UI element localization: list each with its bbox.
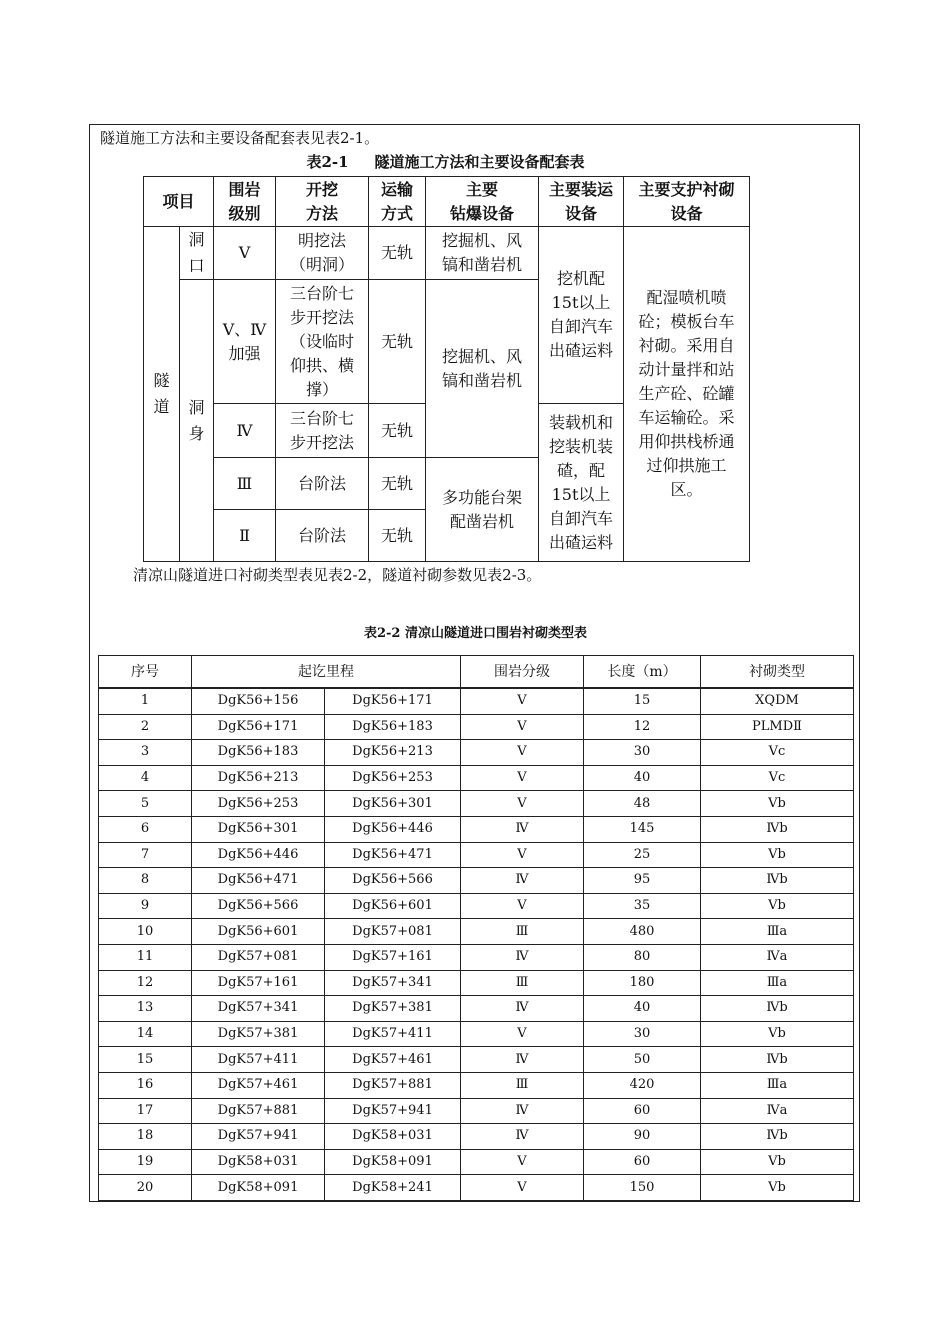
table-row <box>99 842 854 868</box>
equipment-table <box>143 176 750 562</box>
length-value: 60 <box>584 1098 701 1124</box>
rock-grade: Ⅳ <box>461 868 584 894</box>
header-rock-grade: 围岩分级 <box>461 656 584 689</box>
start-mileage: DgK56+566 <box>192 893 325 919</box>
body-label: 洞 身 <box>180 280 214 562</box>
length-value: 25 <box>584 842 701 868</box>
start-mileage: DgK57+411 <box>192 1047 325 1073</box>
start-mileage: DgK57+941 <box>192 1124 325 1150</box>
rock-class-cell: Ⅳ <box>214 404 276 458</box>
start-mileage: DgK57+161 <box>192 970 325 996</box>
table-row <box>99 919 854 945</box>
row-index: 9 <box>99 893 192 919</box>
table-row <box>99 1124 854 1150</box>
lining-type: Ⅳb <box>701 816 854 842</box>
header-transport: 运输 方式 <box>369 177 426 227</box>
table-row <box>99 996 854 1022</box>
end-mileage: DgK57+381 <box>325 996 461 1022</box>
table1-number: 表2-1 <box>306 153 349 171</box>
row-index: 15 <box>99 1047 192 1073</box>
length-value: 30 <box>584 740 701 766</box>
length-value: 80 <box>584 944 701 970</box>
start-mileage: DgK56+446 <box>192 842 325 868</box>
lining-type: Ⅴb <box>701 791 854 817</box>
row-index: 17 <box>99 1098 192 1124</box>
table-row <box>99 1149 854 1175</box>
lining-type: Ⅲa <box>701 970 854 996</box>
transport-cell: 无轨 <box>369 510 426 562</box>
table1-title-text: 隧道施工方法和主要设备配套表 <box>374 153 585 171</box>
table-row <box>99 1175 854 1201</box>
header-loading-equipment: 主要装运 设备 <box>539 177 624 227</box>
lining-type: Ⅴc <box>701 740 854 766</box>
table-row <box>99 868 854 894</box>
method-cell: 明挖法 （明洞） <box>276 227 369 280</box>
rock-class-cell: Ⅴ、Ⅳ 加强 <box>214 280 276 404</box>
end-mileage: DgK58+031 <box>325 1124 461 1150</box>
header-index: 序号 <box>99 656 192 689</box>
rock-grade: Ⅴ <box>461 1149 584 1175</box>
table-row <box>99 970 854 996</box>
length-value: 50 <box>584 1047 701 1073</box>
rock-grade: Ⅲ <box>461 1072 584 1098</box>
rock-grade: Ⅴ <box>461 714 584 740</box>
end-mileage: DgK58+091 <box>325 1149 461 1175</box>
start-mileage: DgK57+081 <box>192 944 325 970</box>
row-index: 3 <box>99 740 192 766</box>
rock-grade: Ⅴ <box>461 688 584 714</box>
start-mileage: DgK56+601 <box>192 919 325 945</box>
lining-type: PLMDⅡ <box>701 714 854 740</box>
table-row <box>99 944 854 970</box>
start-mileage: DgK57+461 <box>192 1072 325 1098</box>
lining-type: Ⅴb <box>701 842 854 868</box>
rock-class-cell: Ⅴ <box>214 227 276 280</box>
rock-grade: Ⅴ <box>461 893 584 919</box>
table-row <box>99 1021 854 1047</box>
lining-type: Ⅳb <box>701 868 854 894</box>
length-value: 145 <box>584 816 701 842</box>
start-mileage: DgK56+171 <box>192 714 325 740</box>
header-lining-type: 衬砌类型 <box>701 656 854 689</box>
length-value: 48 <box>584 791 701 817</box>
table-row <box>99 688 854 714</box>
start-mileage: DgK56+213 <box>192 765 325 791</box>
method-cell: 三台阶七 步开挖法 <box>276 404 369 458</box>
row-index: 16 <box>99 1072 192 1098</box>
start-mileage: DgK57+381 <box>192 1021 325 1047</box>
length-value: 15 <box>584 688 701 714</box>
length-value: 30 <box>584 1021 701 1047</box>
start-mileage: DgK56+156 <box>192 688 325 714</box>
method-cell: 台阶法 <box>276 458 369 510</box>
lining-table <box>98 655 854 1202</box>
row-index: 6 <box>99 816 192 842</box>
table-row <box>99 1098 854 1124</box>
header-mileage: 起讫里程 <box>192 656 461 689</box>
header-drill-equipment: 主要 钻爆设备 <box>426 177 539 227</box>
header-length: 长度（m） <box>584 656 701 689</box>
drill-cell: 挖掘机、风 镐和凿岩机 <box>426 280 539 458</box>
rock-class-cell: Ⅱ <box>214 510 276 562</box>
row-index: 1 <box>99 688 192 714</box>
end-mileage: DgK56+253 <box>325 765 461 791</box>
header-rock-class: 围岩 级别 <box>214 177 276 227</box>
rock-grade: Ⅴ <box>461 765 584 791</box>
loading-cell: 装载机和 挖装机装 碴，配 15t以上 自卸汽车 出碴运料 <box>539 404 624 562</box>
rock-grade: Ⅲ <box>461 970 584 996</box>
lining-type: Ⅳb <box>701 1124 854 1150</box>
lining-type: Ⅴb <box>701 1175 854 1201</box>
start-mileage: DgK57+881 <box>192 1098 325 1124</box>
lining-type: Ⅳb <box>701 996 854 1022</box>
rock-grade: Ⅳ <box>461 1124 584 1150</box>
transport-cell: 无轨 <box>369 458 426 510</box>
method-cell: 台阶法 <box>276 510 369 562</box>
lining-type: Ⅴc <box>701 765 854 791</box>
row-index: 12 <box>99 970 192 996</box>
row-index: 2 <box>99 714 192 740</box>
drill-cell: 多功能台架 配凿岩机 <box>426 458 539 562</box>
drill-cell: 挖掘机、风 镐和凿岩机 <box>426 227 539 280</box>
table-row <box>99 765 854 791</box>
start-mileage: DgK56+471 <box>192 868 325 894</box>
lining-paragraph: 清凉山隧道进口衬砌类型表见表2-2，隧道衬砌参数见表2-3。 <box>133 566 542 584</box>
row-index: 19 <box>99 1149 192 1175</box>
header-support-equipment: 主要支护衬砌 设备 <box>624 177 750 227</box>
header-excavation-method: 开挖 方法 <box>276 177 369 227</box>
portal-label: 洞 口 <box>180 227 214 280</box>
length-value: 150 <box>584 1175 701 1201</box>
row-index: 8 <box>99 868 192 894</box>
end-mileage: DgK57+341 <box>325 970 461 996</box>
end-mileage: DgK56+566 <box>325 868 461 894</box>
length-value: 40 <box>584 765 701 791</box>
length-value: 420 <box>584 1072 701 1098</box>
start-mileage: DgK58+091 <box>192 1175 325 1201</box>
table2-title: 表2-2 清凉山隧道进口围岩衬砌类型表 <box>363 626 587 641</box>
row-index: 14 <box>99 1021 192 1047</box>
row-index: 20 <box>99 1175 192 1201</box>
transport-cell: 无轨 <box>369 280 426 404</box>
lining-type: Ⅳa <box>701 1098 854 1124</box>
row-index: 4 <box>99 765 192 791</box>
end-mileage: DgK57+461 <box>325 1047 461 1073</box>
end-mileage: DgK56+213 <box>325 740 461 766</box>
lining-type: Ⅳb <box>701 1047 854 1073</box>
end-mileage: DgK56+183 <box>325 714 461 740</box>
row-index: 10 <box>99 919 192 945</box>
table-row <box>99 714 854 740</box>
end-mileage: DgK57+941 <box>325 1098 461 1124</box>
length-value: 180 <box>584 970 701 996</box>
row-index: 18 <box>99 1124 192 1150</box>
length-value: 35 <box>584 893 701 919</box>
rock-grade: Ⅴ <box>461 842 584 868</box>
support-cell: 配湿喷机喷 砼；模板台车 衬砌。采用自 动计量拌和站 生产砼、砼罐 车运输砼。采 用仰拱栈桥通 过仰拱施工 区。 <box>624 227 750 562</box>
lining-type: Ⅲa <box>701 919 854 945</box>
end-mileage: DgK57+161 <box>325 944 461 970</box>
start-mileage: DgK56+183 <box>192 740 325 766</box>
end-mileage: DgK57+411 <box>325 1021 461 1047</box>
intro-paragraph: 隧道施工方法和主要设备配套表见表2-1。 <box>100 129 380 147</box>
rock-grade: Ⅲ <box>461 919 584 945</box>
rock-grade: Ⅴ <box>461 1021 584 1047</box>
table1-title <box>143 152 748 172</box>
lining-type: Ⅲa <box>701 1072 854 1098</box>
transport-cell: 无轨 <box>369 404 426 458</box>
method-cell: 三台阶七 步开挖法 （设临时 仰拱、横 撑） <box>276 280 369 404</box>
end-mileage: DgK56+301 <box>325 791 461 817</box>
header-item: 项目 <box>144 177 214 227</box>
length-value: 90 <box>584 1124 701 1150</box>
rock-grade: Ⅳ <box>461 1047 584 1073</box>
lining-type: XQDM <box>701 688 854 714</box>
row-index: 5 <box>99 791 192 817</box>
end-mileage: DgK56+171 <box>325 688 461 714</box>
row-index: 7 <box>99 842 192 868</box>
loading-cell: 挖机配 15t以上 自卸汽车 出碴运料 <box>539 227 624 404</box>
table-row <box>99 893 854 919</box>
lining-type: Ⅴb <box>701 893 854 919</box>
lining-type: Ⅴb <box>701 1021 854 1047</box>
rock-grade: Ⅳ <box>461 944 584 970</box>
rock-grade: Ⅳ <box>461 1098 584 1124</box>
end-mileage: DgK56+601 <box>325 893 461 919</box>
row-index: 11 <box>99 944 192 970</box>
rock-grade: Ⅳ <box>461 816 584 842</box>
table-row <box>99 740 854 766</box>
start-mileage: DgK58+031 <box>192 1149 325 1175</box>
rock-class-cell: Ⅲ <box>214 458 276 510</box>
start-mileage: DgK57+341 <box>192 996 325 1022</box>
end-mileage: DgK58+241 <box>325 1175 461 1201</box>
table-row <box>99 1047 854 1073</box>
table-row <box>99 791 854 817</box>
length-value: 95 <box>584 868 701 894</box>
length-value: 60 <box>584 1149 701 1175</box>
transport-cell: 无轨 <box>369 227 426 280</box>
tunnel-label: 隧 道 <box>144 227 180 562</box>
table-row <box>99 816 854 842</box>
lining-type: Ⅴb <box>701 1149 854 1175</box>
start-mileage: DgK56+301 <box>192 816 325 842</box>
end-mileage: DgK57+081 <box>325 919 461 945</box>
lining-type: Ⅳa <box>701 944 854 970</box>
table-header-row <box>99 656 854 689</box>
end-mileage: DgK57+881 <box>325 1072 461 1098</box>
table-row <box>99 1072 854 1098</box>
rock-grade: Ⅴ <box>461 791 584 817</box>
start-mileage: DgK56+253 <box>192 791 325 817</box>
rock-grade: Ⅴ <box>461 1175 584 1201</box>
length-value: 480 <box>584 919 701 945</box>
end-mileage: DgK56+471 <box>325 842 461 868</box>
end-mileage: DgK56+446 <box>325 816 461 842</box>
rock-grade: Ⅴ <box>461 740 584 766</box>
row-index: 13 <box>99 996 192 1022</box>
length-value: 40 <box>584 996 701 1022</box>
rock-grade: Ⅳ <box>461 996 584 1022</box>
length-value: 12 <box>584 714 701 740</box>
